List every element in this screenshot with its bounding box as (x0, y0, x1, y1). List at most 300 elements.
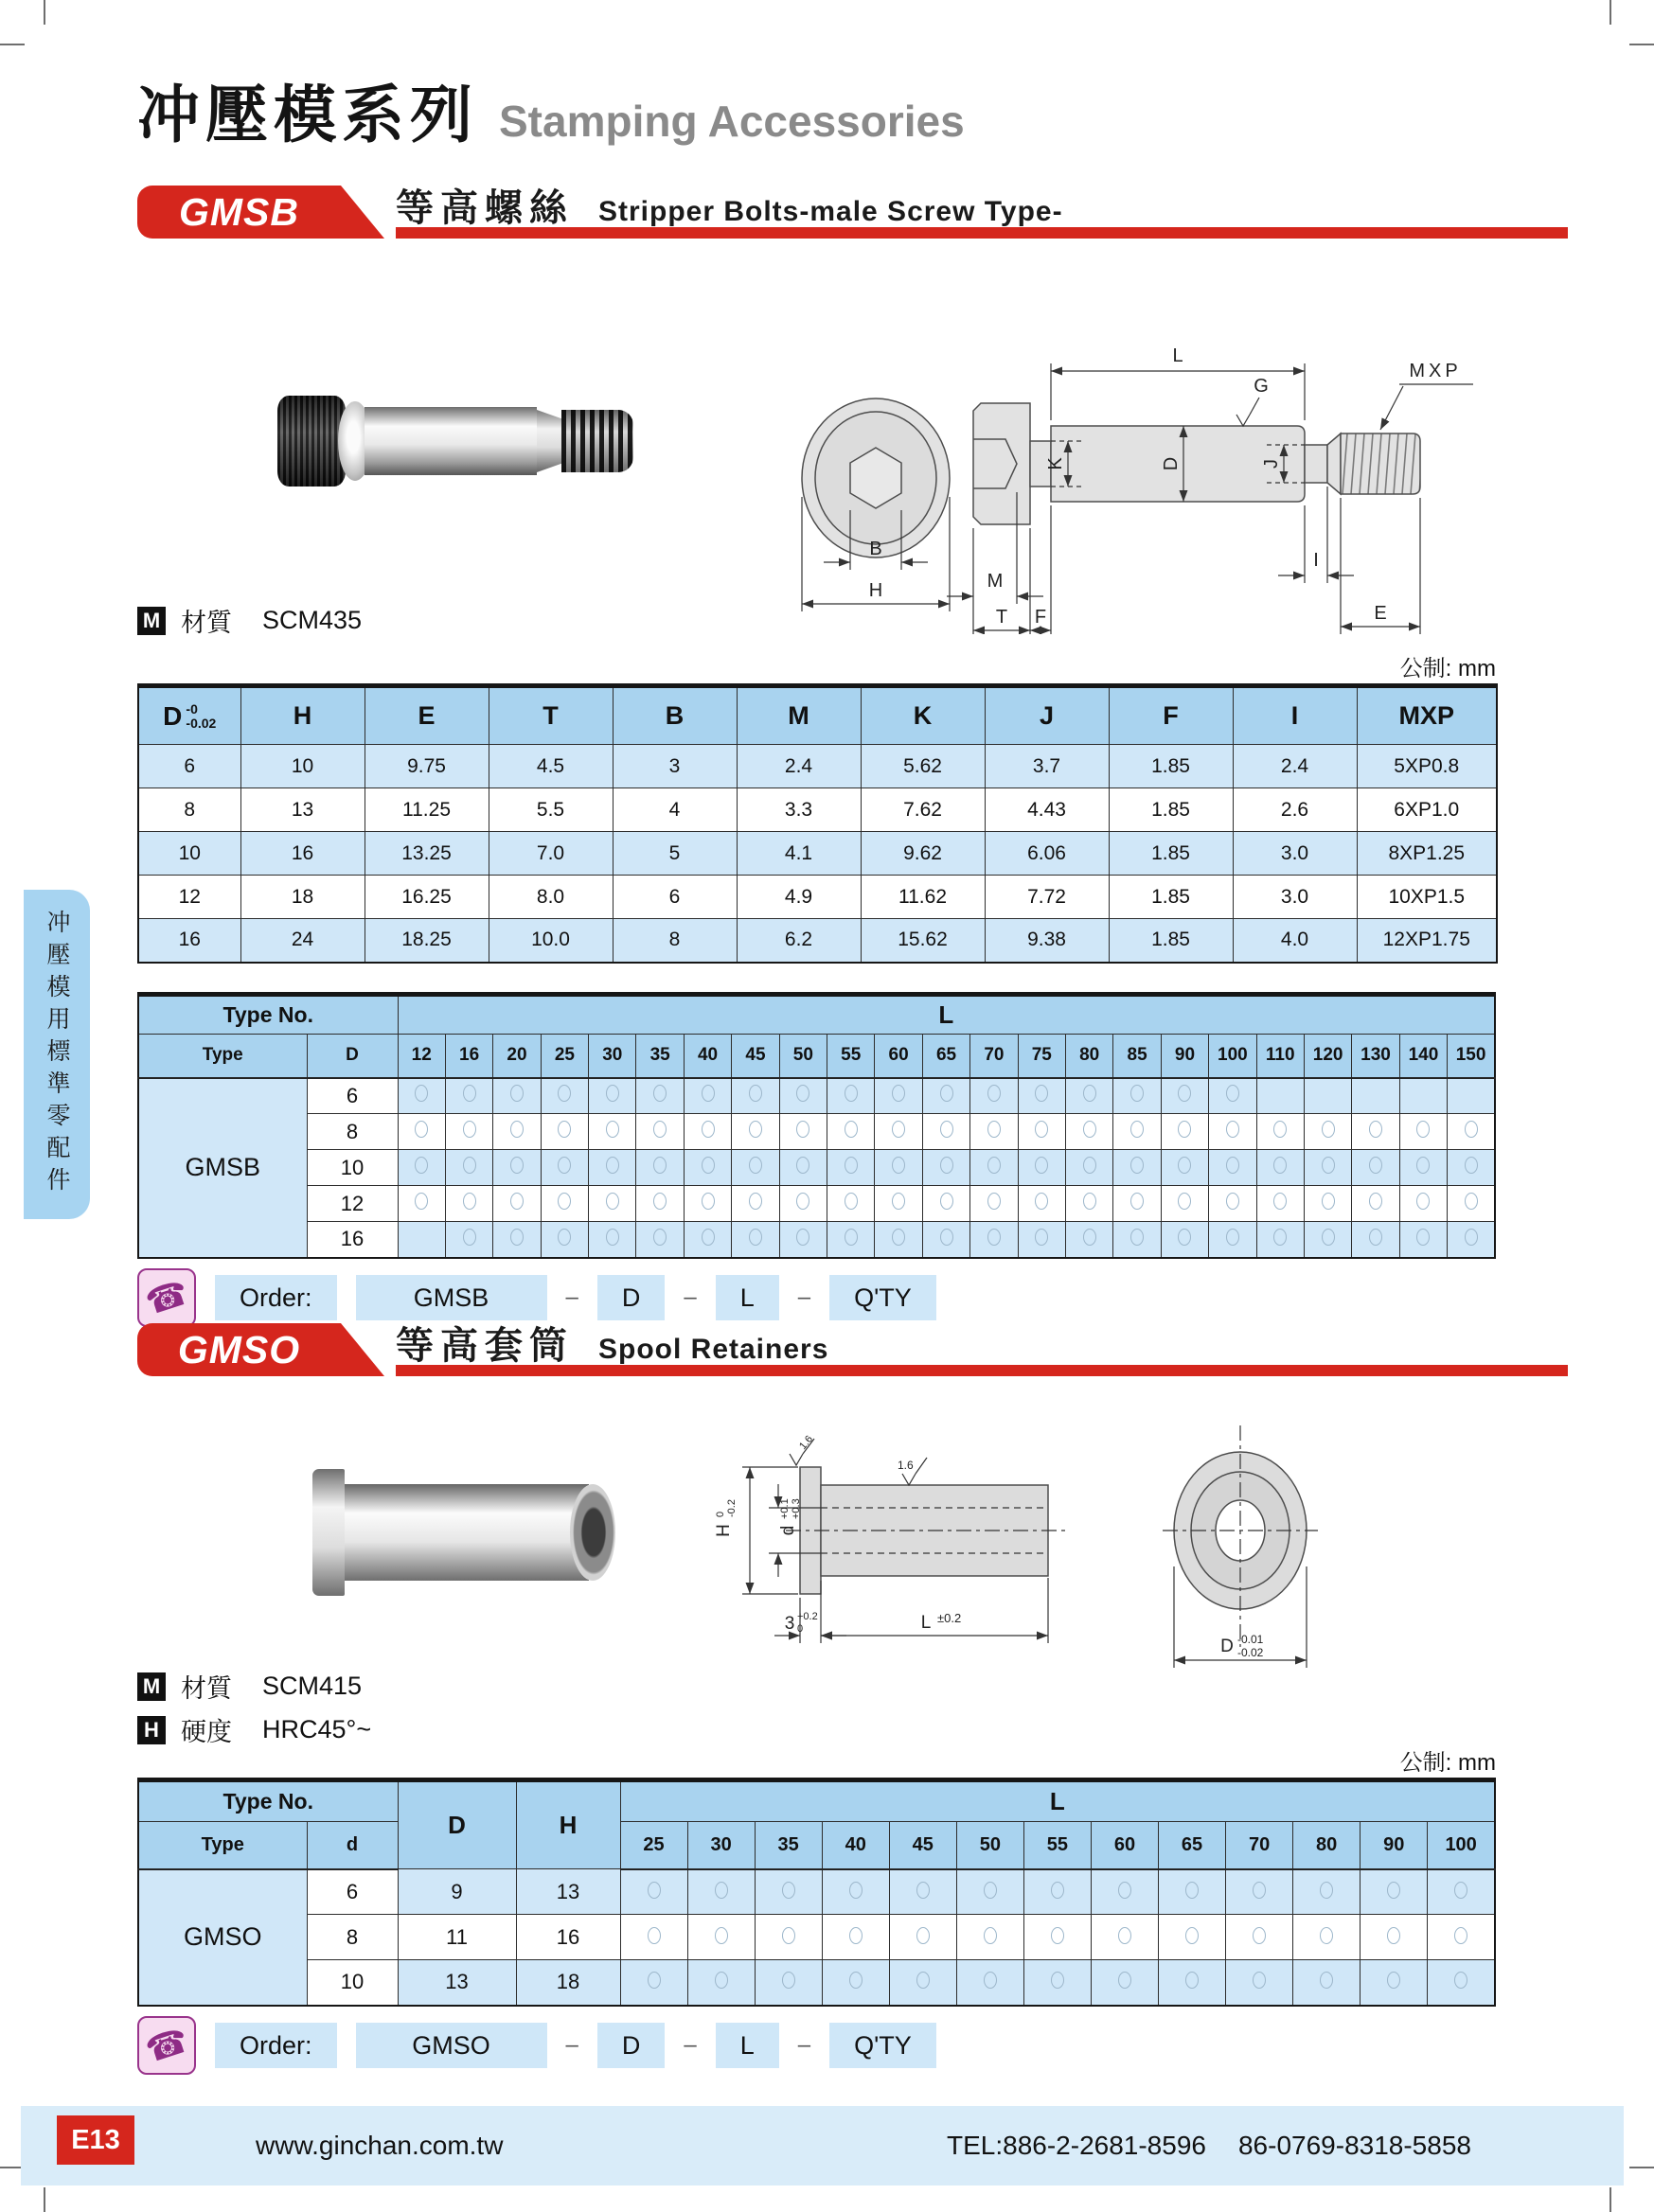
avail-circle (558, 1193, 571, 1210)
avail-circle (1130, 1121, 1144, 1138)
avail-cell (1361, 1869, 1428, 1915)
avail-cell (1018, 1186, 1065, 1222)
avail-cell (779, 1222, 827, 1258)
dim-cell: 9.62 (861, 832, 985, 876)
avail-cell (636, 1078, 684, 1114)
avail-circle (845, 1121, 858, 1138)
avail-cell (1091, 1869, 1158, 1915)
crop-mark (0, 44, 25, 45)
avail-cell (398, 1150, 445, 1186)
dim-cell: 7.62 (861, 788, 985, 832)
gmso-badge (137, 1323, 341, 1376)
gmso-dim-label-d-small: d (778, 1525, 798, 1536)
avail-circle (653, 1121, 667, 1138)
avail-cell (1226, 1869, 1293, 1915)
avail-circle (1185, 1882, 1199, 1899)
avail-circle (1130, 1193, 1144, 1210)
avail-cell (684, 1150, 731, 1186)
dim-cell: 9.38 (985, 919, 1109, 963)
avail-cell (970, 1222, 1018, 1258)
avail-circle (1083, 1085, 1096, 1102)
avail-cell (445, 1222, 492, 1258)
avail-circle (849, 1882, 863, 1899)
dim-cell: 8.0 (489, 876, 613, 919)
avail-circle (648, 1972, 661, 1989)
l-header: L (620, 1780, 1495, 1822)
avail-cell (1023, 1960, 1091, 2006)
matrix-header-row-2 (138, 1822, 1495, 1869)
gmsb-l-table (137, 992, 1496, 1259)
avail-circle (463, 1121, 476, 1138)
l-col-header: 30 (589, 1035, 636, 1078)
gmso-table (137, 1778, 1496, 2007)
dim-cell: 10 (240, 745, 365, 788)
avail-circle (1416, 1229, 1430, 1246)
l-col-header: 25 (541, 1035, 588, 1078)
avail-cell (1256, 1150, 1304, 1186)
dim-cell: 13 (240, 788, 365, 832)
dim-col-header: H (240, 686, 365, 745)
l-col-header: 50 (956, 1822, 1023, 1869)
avail-circle (1253, 1972, 1266, 1989)
type-col-header: Type (138, 1822, 307, 1869)
avail-cell (398, 1186, 445, 1222)
l-col-header: 140 (1399, 1035, 1447, 1078)
avail-cell (1293, 1915, 1361, 1960)
phone-glyph: ☎ (140, 1272, 193, 1322)
avail-circle (849, 1927, 863, 1944)
avail-cell (589, 1222, 636, 1258)
avail-cell (1293, 1869, 1361, 1915)
dim-cell: 6 (138, 745, 240, 788)
avail-circle (1322, 1121, 1335, 1138)
avail-cell (779, 1114, 827, 1150)
l-col-header: 55 (827, 1035, 875, 1078)
avail-circle (892, 1157, 905, 1174)
avail-row (138, 1114, 1495, 1150)
bolt-shank (365, 407, 537, 475)
avail-cell (1065, 1150, 1112, 1186)
avail-cell (875, 1078, 922, 1114)
material-value: SCM435 (262, 606, 363, 634)
avail-circle (510, 1121, 524, 1138)
avail-cell (1226, 1960, 1293, 2006)
dim-cell: 1.85 (1109, 788, 1233, 832)
gmsb-dim-label-m: M (987, 571, 1004, 592)
avail-circle (984, 1972, 997, 1989)
big-d-cell: 11 (398, 1915, 516, 1960)
avail-circle (558, 1121, 571, 1138)
avail-circle (845, 1085, 858, 1102)
avail-circle (1253, 1882, 1266, 1899)
l-col-header: 100 (1428, 1822, 1495, 1869)
dim-cell: 24 (240, 919, 365, 963)
avail-cell (779, 1078, 827, 1114)
avail-cell (970, 1186, 1018, 1222)
page-title-zh: 冲壓模系列 (137, 80, 478, 150)
dim-cell: 4.9 (737, 876, 861, 919)
order-part-qty: Q'TY (829, 1275, 936, 1320)
avail-cell (493, 1186, 541, 1222)
avail-circle (510, 1229, 524, 1246)
avail-circle (892, 1229, 905, 1246)
l-col-header: 60 (1091, 1822, 1158, 1869)
gmso-dim-d-tol-top: +0.1 (779, 1498, 791, 1519)
order-separator: – (684, 1284, 697, 1310)
order-label: Order: (215, 1275, 337, 1320)
avail-cell (1428, 1915, 1495, 1960)
order-separator: – (797, 1284, 811, 1310)
avail-circle (1035, 1229, 1048, 1246)
gmso-name-en: Spool Retainers (598, 1334, 829, 1365)
dim-cell: 8 (138, 788, 240, 832)
gmso-dim-dbig-tol-bottom: -0.02 (1237, 1646, 1264, 1659)
d-cell: 16 (307, 1222, 398, 1258)
avail-circle (1178, 1121, 1191, 1138)
dim-cell: 4.5 (489, 745, 613, 788)
dim-header-row (138, 686, 1497, 745)
l-col-header: 55 (1023, 1822, 1091, 1869)
avail-circle (653, 1229, 667, 1246)
avail-circle (1465, 1157, 1478, 1174)
gmsb-badge-slant (341, 186, 384, 239)
avail-cell (1399, 1186, 1447, 1222)
avail-cell (398, 1078, 445, 1114)
avail-cell (1065, 1114, 1112, 1150)
footer-website: www.ginchan.com.tw (256, 2131, 504, 2160)
page-number-badge: E13 (57, 2115, 134, 2165)
phone-icon (137, 2016, 196, 2075)
avail-cell (779, 1186, 827, 1222)
avail-circle (1118, 1972, 1131, 1989)
dim-cell: 18 (240, 876, 365, 919)
dim-cell: 10.0 (489, 919, 613, 963)
avail-circle (1387, 1927, 1400, 1944)
avail-cell (493, 1114, 541, 1150)
sidebar-category-tab (24, 890, 90, 1219)
avail-circle (1369, 1229, 1382, 1246)
dim-cell: 6 (613, 876, 737, 919)
avail-circle (782, 1927, 795, 1944)
avail-circle (940, 1085, 953, 1102)
avail-circle (984, 1927, 997, 1944)
avail-cell (1113, 1186, 1161, 1222)
footer-bar (21, 2106, 1624, 2185)
finish-mark-value: 1.6 (898, 1459, 914, 1472)
avail-circle (916, 1882, 930, 1899)
l-col-header: 90 (1161, 1035, 1208, 1078)
avail-circle (558, 1229, 571, 1246)
avail-cell (732, 1114, 779, 1150)
avail-circle (1273, 1229, 1287, 1246)
dim-cell: 8XP1.25 (1357, 832, 1497, 876)
d-cell: 10 (307, 1150, 398, 1186)
avail-circle (1226, 1193, 1239, 1210)
avail-cell (1023, 1869, 1091, 1915)
dim-cell: 11.25 (365, 788, 489, 832)
metric-note-gmsb: 公制: mm (1399, 656, 1496, 681)
avail-circle (558, 1157, 571, 1174)
gmso-dim-flange-tol-bottom: 0 (797, 1623, 804, 1635)
avail-circle (1369, 1193, 1382, 1210)
dim-cell: 2.4 (1233, 745, 1357, 788)
h-cell: 13 (516, 1869, 620, 1915)
crop-mark (1610, 2187, 1611, 2212)
dim-cell: 16.25 (365, 876, 489, 919)
avail-cell (875, 1114, 922, 1150)
gmsb-dim-label-f: F (1034, 607, 1047, 628)
dim-cell: 10 (138, 832, 240, 876)
avail-cell (779, 1150, 827, 1186)
avail-circle (1118, 1927, 1131, 1944)
d-col-header: d (307, 1822, 398, 1869)
avail-circle (1322, 1157, 1335, 1174)
avail-cell (589, 1078, 636, 1114)
avail-circle (1035, 1193, 1048, 1210)
avail-circle (987, 1193, 1001, 1210)
avail-cell (1293, 1960, 1361, 2006)
avail-cell (1018, 1150, 1065, 1186)
material-icon: M (137, 1672, 166, 1701)
material-value: SCM415 (262, 1672, 363, 1700)
avail-circle (510, 1193, 524, 1210)
avail-circle (1416, 1121, 1430, 1138)
matrix-header-row-2 (138, 1035, 1495, 1078)
dim-cell: 7.72 (985, 876, 1109, 919)
avail-circle (702, 1085, 715, 1102)
gmso-dim-label-l: L (920, 1613, 932, 1633)
avail-cell (589, 1150, 636, 1186)
avail-cell (636, 1186, 684, 1222)
avail-circle (1465, 1121, 1478, 1138)
gmso-dim-label-flange: 3 (784, 1614, 795, 1634)
dim-cell: 1.85 (1109, 876, 1233, 919)
avail-circle (987, 1157, 1001, 1174)
avail-row (138, 1869, 1495, 1915)
avail-circle (415, 1157, 428, 1174)
avail-circle (463, 1193, 476, 1210)
l-col-header: 150 (1448, 1035, 1495, 1078)
avail-cell (589, 1114, 636, 1150)
avail-circle (1035, 1157, 1048, 1174)
gmso-product-photo (312, 1469, 625, 1596)
avail-circle (1465, 1193, 1478, 1210)
avail-cell (541, 1078, 588, 1114)
order-code: GMSB (356, 1275, 547, 1320)
gmsb-dim-label-b: B (869, 539, 882, 559)
avail-circle (940, 1157, 953, 1174)
order-separator: – (797, 2032, 811, 2058)
avail-circle (1369, 1157, 1382, 1174)
avail-cell (922, 1186, 969, 1222)
avail-cell (541, 1150, 588, 1186)
avail-circle (1416, 1157, 1430, 1174)
avail-cell (1113, 1114, 1161, 1150)
gmso-badge-label: GMSO (177, 1327, 301, 1371)
avail-circle (940, 1229, 953, 1246)
dim-row (138, 876, 1497, 919)
avail-circle (606, 1085, 619, 1102)
avail-circle (606, 1121, 619, 1138)
avail-cell (445, 1186, 492, 1222)
avail-cell (1065, 1078, 1112, 1114)
avail-circle (715, 1972, 728, 1989)
l-col-header: 70 (970, 1035, 1018, 1078)
gmsb-name-zh: 等高螺絲 (396, 187, 574, 229)
avail-circle (1035, 1085, 1048, 1102)
avail-circle (606, 1193, 619, 1210)
dim-row (138, 832, 1497, 876)
avail-circle (1051, 1882, 1064, 1899)
avail-circle (1185, 1972, 1199, 1989)
avail-cell (732, 1150, 779, 1186)
gmsb-diagram (786, 322, 1505, 634)
l-col-header: 20 (493, 1035, 541, 1078)
hardness-value: HRC45°~ (262, 1715, 372, 1743)
avail-circle (1273, 1157, 1287, 1174)
avail-cell (636, 1114, 684, 1150)
avail-cell (1352, 1114, 1399, 1150)
avail-cell (956, 1960, 1023, 2006)
avail-cell (875, 1150, 922, 1186)
l-col-header: 50 (779, 1035, 827, 1078)
avail-circle (1226, 1085, 1239, 1102)
type-cell: GMSO (138, 1869, 307, 2006)
avail-cell (922, 1222, 969, 1258)
dim-cell: 5.62 (861, 745, 985, 788)
l-col-header: 80 (1065, 1035, 1112, 1078)
l-col-header: 40 (684, 1035, 731, 1078)
avail-circle (702, 1193, 715, 1210)
dim-cell: 18.25 (365, 919, 489, 963)
avail-circle (415, 1085, 428, 1102)
big-d-cell: 9 (398, 1869, 516, 1915)
d-cell: 8 (307, 1915, 398, 1960)
avail-cell (1209, 1222, 1256, 1258)
l-col-header: 30 (687, 1822, 755, 1869)
phone-glyph: ☎ (140, 2020, 193, 2070)
gmso-badge-slant (341, 1323, 384, 1376)
avail-row (138, 1222, 1495, 1258)
avail-cell (1428, 1960, 1495, 2006)
avail-cell (1065, 1186, 1112, 1222)
dim-row (138, 788, 1497, 832)
avail-cell (755, 1869, 822, 1915)
avail-circle (845, 1157, 858, 1174)
gmso-dim-flange-tol-top: +0.2 (797, 1611, 818, 1622)
avail-circle (749, 1157, 762, 1174)
avail-circle (702, 1121, 715, 1138)
avail-cell (889, 1869, 956, 1915)
type-no-header: Type No. (138, 1780, 398, 1822)
avail-circle (749, 1229, 762, 1246)
l-col-header: 65 (1159, 1822, 1226, 1869)
avail-cell (1018, 1114, 1065, 1150)
avail-circle (1253, 1927, 1266, 1944)
gmso-section-heading (396, 1316, 828, 1370)
avail-cell (1159, 1915, 1226, 1960)
gmsb-dim-label-h: H (868, 580, 883, 601)
avail-cell (1159, 1869, 1226, 1915)
order-part-d: D (597, 2023, 666, 2068)
avail-cell (1065, 1222, 1112, 1258)
l-col-header: 120 (1304, 1035, 1351, 1078)
avail-circle (653, 1193, 667, 1210)
avail-circle (1051, 1972, 1064, 1989)
avail-circle (415, 1193, 428, 1210)
finish-mark-value: 1.6 (797, 1433, 816, 1452)
dim-cell: 5 (613, 832, 737, 876)
avail-circle (1273, 1121, 1287, 1138)
avail-cell (827, 1078, 875, 1114)
avail-circle (648, 1927, 661, 1944)
avail-circle (845, 1229, 858, 1246)
avail-cell (1448, 1222, 1495, 1258)
gmsb-badge (137, 186, 341, 239)
avail-circle (463, 1229, 476, 1246)
dim-d-base: D (163, 700, 183, 731)
avail-circle (892, 1121, 905, 1138)
avail-cell (493, 1078, 541, 1114)
avail-cell (1399, 1078, 1447, 1114)
gmsb-product-photo (277, 396, 639, 487)
type-col-header: Type (138, 1035, 307, 1078)
avail-circle (749, 1193, 762, 1210)
avail-cell (1352, 1222, 1399, 1258)
avail-circle (1320, 1882, 1333, 1899)
avail-cell (1304, 1078, 1351, 1114)
d-cell: 6 (307, 1869, 398, 1915)
avail-cell (1161, 1186, 1208, 1222)
dim-cell: 4.1 (737, 832, 861, 876)
avail-cell (1161, 1222, 1208, 1258)
gmso-order-row (137, 2016, 936, 2075)
l-col-header: 80 (1293, 1822, 1361, 1869)
avail-row (138, 1078, 1495, 1114)
avail-circle (1130, 1157, 1144, 1174)
avail-cell (620, 1915, 687, 1960)
sleeve-body (345, 1484, 589, 1581)
order-separator: – (565, 1284, 578, 1310)
gmsb-material-note (137, 602, 362, 639)
l-col-header: 100 (1209, 1035, 1256, 1078)
dim-col-header: E (365, 686, 489, 745)
avail-circle (796, 1085, 809, 1102)
avail-cell (1352, 1078, 1399, 1114)
avail-cell (970, 1150, 1018, 1186)
footer-telephone (947, 2131, 1471, 2161)
avail-circle (1083, 1193, 1096, 1210)
dim-cell: 9.75 (365, 745, 489, 788)
dim-cell: 6.2 (737, 919, 861, 963)
avail-cell (1209, 1150, 1256, 1186)
sleeve-bore (570, 1484, 615, 1581)
avail-circle (849, 1972, 863, 1989)
dim-cell: 16 (138, 919, 240, 963)
avail-cell (1256, 1078, 1304, 1114)
dim-col-header: J (985, 686, 1109, 745)
dim-cell: 12 (138, 876, 240, 919)
l-col-header: 60 (875, 1035, 922, 1078)
matrix-header-row-1 (138, 995, 1495, 1035)
avail-circle (1465, 1229, 1478, 1246)
avail-circle (463, 1085, 476, 1102)
dim-cell: 13.25 (365, 832, 489, 876)
avail-cell (827, 1114, 875, 1150)
gmsb-dim-label-mxp: MXP (1409, 361, 1462, 381)
gmsb-dim-label-j: J (1261, 459, 1282, 469)
avail-circle (1320, 1927, 1333, 1944)
